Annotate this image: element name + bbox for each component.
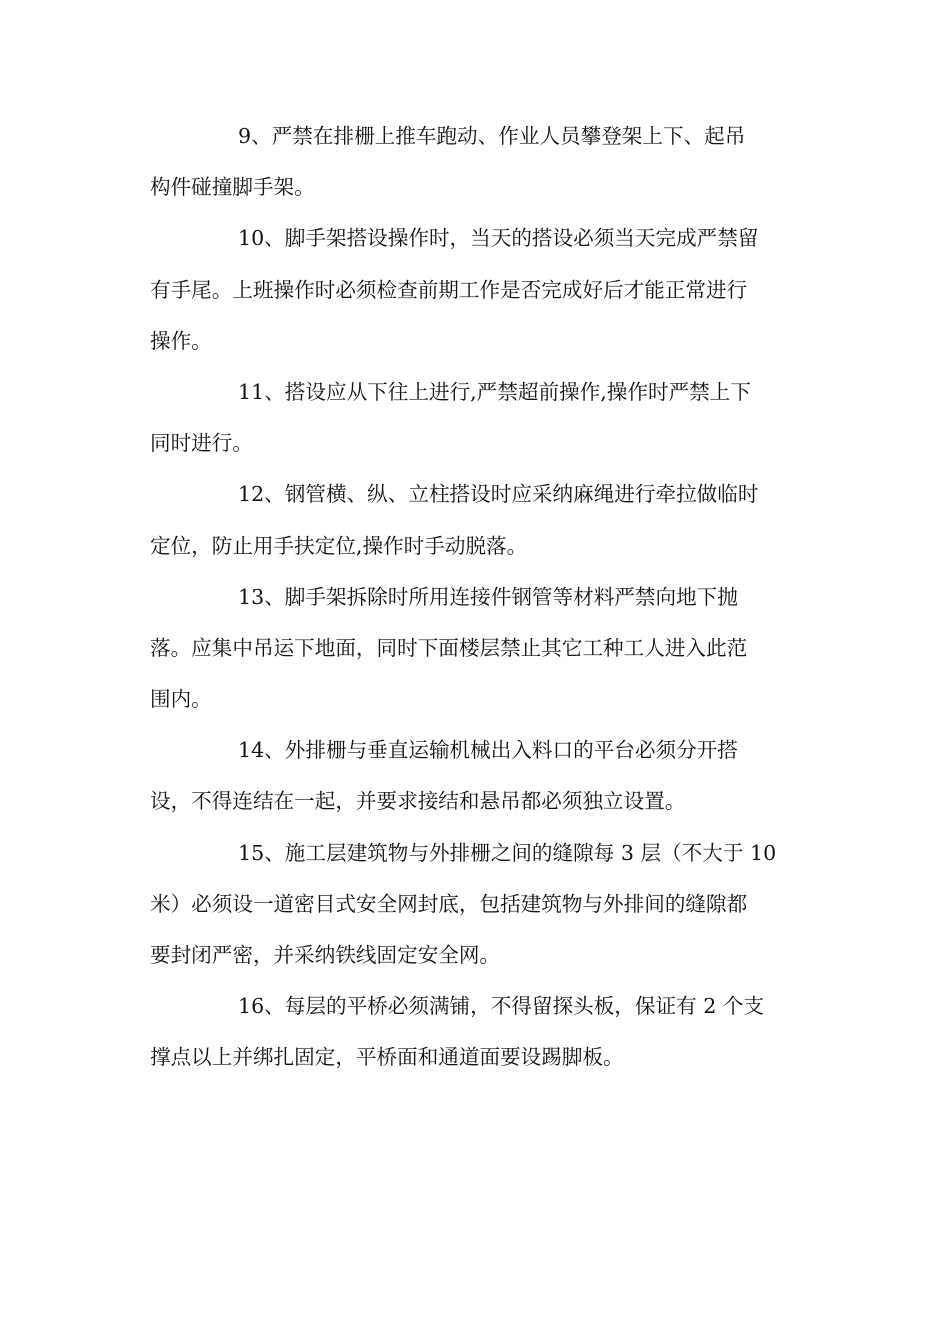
paragraph-line: 9、严禁在排栅上推车跑动、作业人员攀登架上下、起吊 xyxy=(238,124,746,148)
paragraph-line: 米）必须设一道密目式安全网封底，包括建筑物与外排间的缝隙都 xyxy=(150,891,748,916)
paragraph-line: 操作。 xyxy=(150,328,212,353)
paragraph-15 xyxy=(150,828,802,982)
paragraph-line: 10、脚手架搭设操作时，当天的搭设必须当天完成严禁留 xyxy=(238,226,759,251)
paragraph-line: 15、施工层建筑物与外排栅之间的缝隙每 3 层（不大于 10 xyxy=(238,840,777,865)
paragraph-line: 12、钢管横、纵、立柱搭设时应采纳麻绳进行牵拉做临时 xyxy=(238,482,759,507)
paragraph-line: 16、每层的平桥必须满铺，不得留探头板，保证有 2 个支 xyxy=(238,994,765,1019)
paragraph-line: 要封闭严密，并采纳铁线固定安全网。 xyxy=(150,943,501,967)
paragraph-line: 撑点以上并绑扎固定，平桥面和通道面要设踢脚板。 xyxy=(150,1045,624,1070)
paragraph-11 xyxy=(150,367,802,469)
paragraph-9 xyxy=(150,111,802,213)
paragraph-line: 构件碰撞脚手架。 xyxy=(150,175,315,200)
paragraph-16 xyxy=(150,981,802,1083)
paragraph-line: 设，不得连结在一起，并要求接结和悬吊都必须独立设置。 xyxy=(150,789,686,814)
paragraph-12 xyxy=(150,469,802,571)
document-body xyxy=(150,111,802,1084)
paragraph-line: 定位，防止用手扶定位,操作时手动脱落。 xyxy=(150,533,528,558)
paragraph-13 xyxy=(150,572,802,726)
paragraph-line: 14、外排栅与垂直运输机械出入料口的平台必须分开搭 xyxy=(238,738,738,763)
paragraph-line: 11、搭设应从下往上进行,严禁超前操作,操作时严禁上下 xyxy=(238,379,751,404)
paragraph-line: 落。应集中吊运下地面，同时下面楼层禁止其它工种工人进入此范 xyxy=(150,635,748,660)
paragraph-line: 同时进行。 xyxy=(150,431,253,456)
paragraph-line: 13、脚手架拆除时所用连接件钢管等材料严禁向地下抛 xyxy=(238,584,738,609)
paragraph-10 xyxy=(150,213,802,367)
paragraph-line: 有手尾。上班操作时必须检查前期工作是否完成好后才能正常进行 xyxy=(150,277,748,302)
paragraph-line: 围内。 xyxy=(150,687,212,712)
paragraph-14 xyxy=(150,725,802,827)
